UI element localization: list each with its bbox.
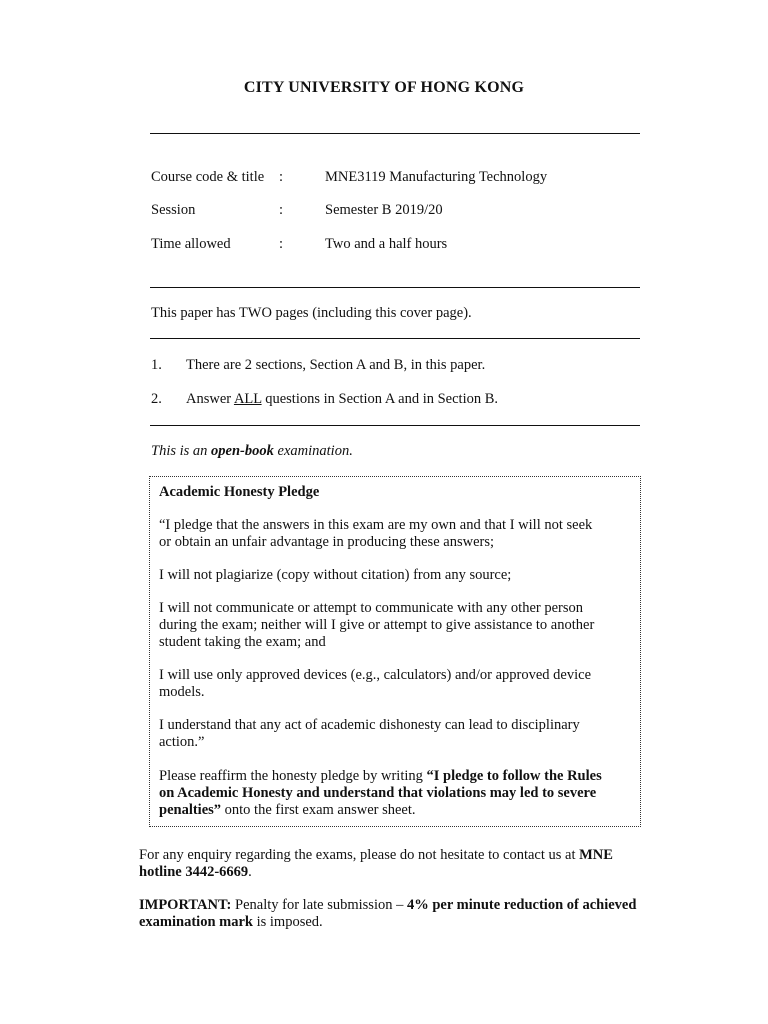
pledge-paragraph: I will use only approved devices (e.g., calculators) and/or approved device models. [159, 667, 592, 700]
session-label: Session [151, 202, 196, 218]
important-label: IMPORTANT: [139, 897, 232, 913]
instruction-number: 2. [151, 391, 162, 407]
pledge-heading: Academic Honesty Pledge [159, 484, 320, 500]
divider [150, 133, 640, 134]
emphasis-text: ALL [233, 391, 262, 407]
session-value: Semester B 2019/20 [325, 202, 443, 218]
time-label: Time allowed [151, 236, 231, 252]
divider [150, 287, 640, 288]
pledge-paragraph: I understand that any act of academic dishonesty can lead to disciplinary action.” [159, 717, 580, 750]
exam-type-note: This is an open-book examination. [151, 443, 353, 459]
open-book-text: open-book [211, 443, 274, 459]
time-value: Two and a half hours [325, 236, 448, 252]
colon: : [279, 202, 284, 218]
enquiry-note: For any enquiry regarding the exams, please do not hesitate to contact us at MNE hotline 3442-6669. [139, 847, 613, 880]
pledge-paragraph: I will not plagiarize (copy without citation) from any source; [159, 567, 512, 583]
pledge-paragraph: I will not communicate or attempt to communicate with any other person during the exam; neither will I give or attempt to give assistance to another student taking the exam; and [159, 600, 595, 650]
divider [150, 425, 640, 426]
instruction-item: Answer ALL questions in Section A and in Section B. [186, 391, 499, 407]
course-value: MNE3119 Manufacturing Technology [325, 169, 548, 185]
instruction-item: There are 2 sections, Section A and B, in this paper. [186, 357, 486, 373]
course-label: Course code & title [151, 169, 265, 185]
pledge-paragraph: “I pledge that the answers in this exam are my own and that I will not seek or obtain an unfair advantage in producing these answers; [159, 517, 593, 550]
important-note: IMPORTANT: Penalty for late submission – 4% per minute reduction of achieved examination mark is imposed. [139, 897, 637, 930]
paper-note: This paper has TWO pages (including this cover page). [151, 305, 472, 321]
document-title: CITY UNIVERSITY OF HONG KONG [243, 79, 525, 96]
colon: : [279, 236, 284, 252]
pledge-reaffirm: Please reaffirm the honesty pledge by writing “I pledge to follow the Rules on Academic Honesty and understand that violations may led to severe penalties” onto the first exam answer sheet. [159, 768, 602, 818]
divider [150, 338, 640, 339]
instruction-number: 1. [151, 357, 162, 373]
colon: : [279, 169, 284, 185]
